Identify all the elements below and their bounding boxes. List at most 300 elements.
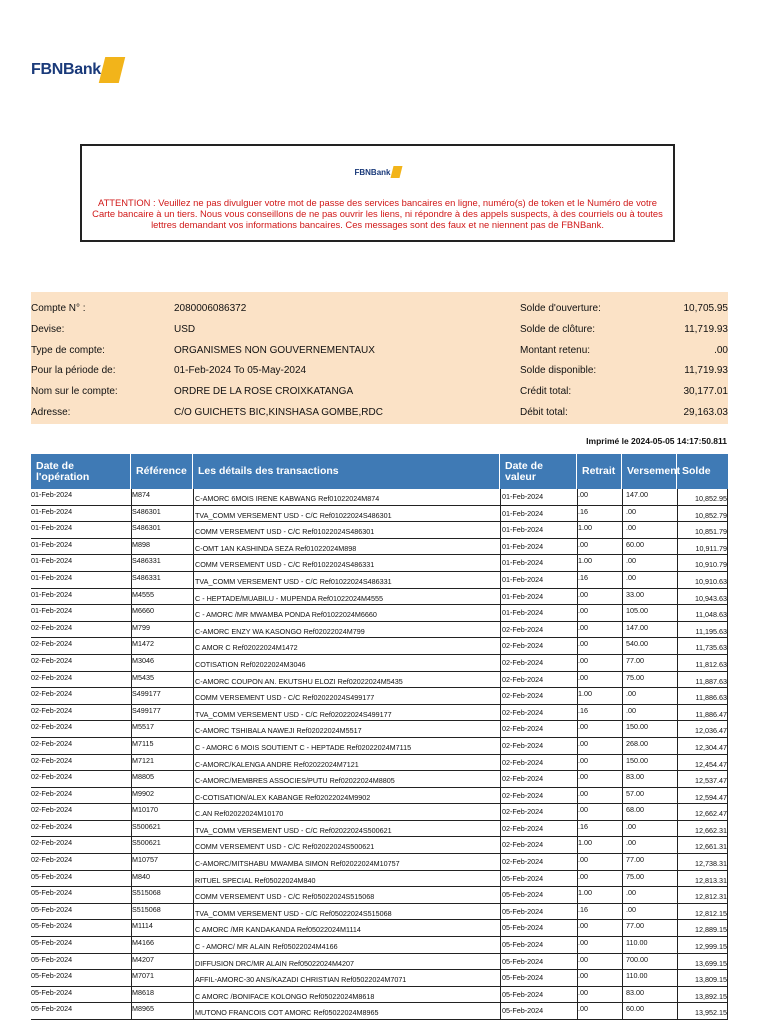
cell-versement: .00 (622, 904, 677, 920)
cell-versement: .00 (622, 705, 677, 721)
cell-retrait: .00 (577, 638, 622, 654)
table-row (31, 987, 728, 1004)
cell-details: COMM VERSEMENT USD - C/C Ref01022024S486331 (193, 555, 500, 571)
cell-retrait: .00 (577, 755, 622, 771)
cell-retrait: 1.00 (577, 522, 622, 538)
cell-date: 01-Feb-2024 (31, 589, 73, 599)
table-row (31, 705, 728, 722)
cell-date: 01-Feb-2024 (31, 523, 73, 533)
table-row (31, 804, 728, 821)
cell-solde: 12,594.47 (677, 788, 728, 804)
cell-retrait: .00 (577, 489, 622, 505)
header-details: Les détails des transactions (193, 454, 500, 489)
cell-details: TVA_COMM VERSEMENT USD - C/C Ref05022024S515068 (193, 904, 500, 920)
cell-retrait: .00 (577, 672, 622, 688)
cell-versement: .00 (622, 688, 677, 704)
transactions-table (31, 489, 728, 1020)
cell-retrait: .00 (577, 605, 622, 621)
cell-versement: 57.00 (622, 788, 677, 804)
cell-value-date: 01-Feb-2024 (500, 589, 577, 605)
cell-reference: M8805 (131, 771, 193, 787)
cell-solde: 11,735.63 (677, 638, 728, 654)
summary-row (31, 340, 728, 360)
cell-value-date: 02-Feb-2024 (500, 638, 577, 654)
cell-reference: S499177 (131, 705, 193, 721)
cell-value-date: 02-Feb-2024 (500, 738, 577, 754)
cell-value-date: 05-Feb-2024 (500, 887, 577, 903)
cell-retrait: .00 (577, 871, 622, 887)
header-date-operation: Date de l'opération (31, 454, 131, 489)
cell-details: C - AMORC /MR MWAMBA PONDA Ref01022024M6660 (193, 605, 500, 621)
table-row (31, 522, 728, 539)
cell-retrait: .16 (577, 904, 622, 920)
table-row (31, 539, 728, 556)
cell-date: 01-Feb-2024 (31, 490, 73, 499)
table-row (31, 871, 728, 888)
cell-retrait: .00 (577, 721, 622, 737)
cell-value-date: 05-Feb-2024 (500, 937, 577, 953)
cell-reference: M840 (131, 871, 193, 887)
summary-label: Adresse: (31, 407, 71, 418)
cell-details: C-AMORC/MEMBRES ASSOCIES/PUTU Ref02022024M8805 (193, 771, 500, 787)
table-row (31, 688, 728, 705)
cell-solde: 10,910.79 (677, 555, 728, 571)
cell-versement: 68.00 (622, 804, 677, 820)
cell-reference: S515068 (131, 904, 193, 920)
summary-label: Devise: (31, 323, 65, 335)
cell-solde: 12,454.47 (677, 755, 728, 771)
cell-reference: M874 (131, 489, 193, 505)
cell-reference: M4555 (131, 589, 193, 605)
cell-value-date: 05-Feb-2024 (500, 904, 577, 920)
notice-message: ATTENTION : Veuillez ne pas divulguer votre mot de passe des services bancaires en ligne, numéro(s) de token et le Numéro de votre Carte bancaire à un tiers. Nous vous conseillons de ne pas ouvrir les liens, ni répondre à des appels suspects, à des courriels ou à toutes lettres demandant vos informations bancaires. Ces messages sont des faux et ne niennent pas de FBNBank. (92, 197, 663, 230)
cell-solde: 12,812.31 (677, 887, 728, 903)
cell-solde: 12,812.15 (677, 904, 728, 920)
table-row (31, 821, 728, 838)
cell-retrait: 1.00 (577, 555, 622, 571)
cell-solde: 11,886.47 (677, 705, 728, 721)
cell-solde: 10,851.79 (677, 522, 728, 538)
cell-date: 02-Feb-2024 (31, 639, 73, 649)
cell-details: TVA_COMM VERSEMENT USD - C/C Ref01022024S486301 (193, 506, 500, 522)
cell-versement: 268.00 (622, 738, 677, 754)
cell-retrait: .00 (577, 854, 622, 870)
cell-value-date: 01-Feb-2024 (500, 489, 577, 505)
cell-value-date: 05-Feb-2024 (500, 987, 577, 1003)
cell-retrait: .00 (577, 954, 622, 970)
header-solde: Solde (682, 465, 711, 477)
cell-details: C-AMORC/MITSHABU MWAMBA SIMON Ref02022024M10757 (193, 854, 500, 870)
cell-value-date: 05-Feb-2024 (500, 920, 577, 936)
cell-date: 02-Feb-2024 (31, 738, 73, 748)
cell-reference: M1114 (131, 920, 193, 936)
cell-value-date: 02-Feb-2024 (500, 804, 577, 820)
cell-reference: M4207 (131, 954, 193, 970)
summary-label: Montant retenu: (520, 344, 591, 356)
summary-value: .00 (714, 344, 728, 356)
account-summary (31, 292, 728, 424)
cell-versement: 77.00 (622, 854, 677, 870)
cell-reference: M3046 (131, 655, 193, 671)
cell-date: 02-Feb-2024 (31, 788, 73, 798)
cell-retrait: .00 (577, 920, 622, 936)
table-row (31, 837, 728, 854)
cell-versement: 75.00 (622, 672, 677, 688)
cell-versement: 540.00 (622, 638, 677, 654)
summary-value: 01-Feb-2024 To 05-May-2024 (174, 365, 307, 377)
cell-versement: 33.00 (622, 589, 677, 605)
cell-details: COMM VERSEMENT USD - C/C Ref01022024S486301 (193, 522, 500, 538)
table-row (31, 954, 728, 971)
cell-versement: 105.00 (622, 605, 677, 621)
cell-date: 02-Feb-2024 (31, 772, 73, 782)
cell-solde: 12,813.31 (677, 871, 728, 887)
cell-value-date: 02-Feb-2024 (500, 821, 577, 837)
cell-date: 05-Feb-2024 (31, 938, 73, 948)
cell-date: 01-Feb-2024 (31, 556, 73, 566)
cell-reference: M1472 (131, 638, 193, 654)
cell-retrait: .00 (577, 804, 622, 820)
cell-reference: S486331 (131, 555, 193, 571)
summary-label: Crédit total: (520, 386, 572, 398)
cell-date: 01-Feb-2024 (31, 606, 73, 616)
cell-reference: S486301 (131, 506, 193, 522)
cell-versement: 150.00 (622, 721, 677, 737)
cell-solde: 13,892.15 (677, 987, 728, 1003)
summary-value: 30,177.01 (683, 386, 728, 398)
cell-versement: 83.00 (622, 987, 677, 1003)
cell-retrait: .00 (577, 655, 622, 671)
cell-versement: .00 (622, 572, 677, 588)
cell-value-date: 02-Feb-2024 (500, 688, 577, 704)
table-row (31, 605, 728, 622)
summary-label: Solde de clôture: (520, 323, 596, 335)
cell-date: 01-Feb-2024 (31, 539, 73, 549)
cell-value-date: 01-Feb-2024 (500, 605, 577, 621)
cell-date: 02-Feb-2024 (31, 705, 73, 715)
cell-details: C - HEPTADE/MUABILU - MUPENDA Ref01022024M4555 (193, 589, 500, 605)
summary-value: 2080006086372 (174, 303, 247, 314)
summary-label: Solde disponible: (520, 365, 597, 377)
table-row (31, 638, 728, 655)
bank-logo (31, 57, 122, 83)
cell-solde: 12,999.15 (677, 937, 728, 953)
cell-date: 02-Feb-2024 (31, 805, 73, 815)
cell-value-date: 02-Feb-2024 (500, 622, 577, 638)
summary-label: Nom sur le compte: (31, 386, 118, 398)
table-row (31, 489, 728, 506)
cell-reference: M6660 (131, 605, 193, 621)
header-versement: Versement (622, 454, 677, 489)
cell-solde: 12,738.31 (677, 854, 728, 870)
cell-solde: 11,886.63 (677, 688, 728, 704)
summary-row (31, 402, 728, 422)
cell-reference: M5435 (131, 672, 193, 688)
header-reference: Référence (131, 454, 193, 489)
cell-details: COMM VERSEMENT USD - C/C Ref05022024S515068 (193, 887, 500, 903)
cell-reference: M7071 (131, 970, 193, 986)
cell-date: 05-Feb-2024 (31, 871, 73, 881)
cell-date: 05-Feb-2024 (31, 971, 73, 981)
summary-row (31, 298, 728, 318)
cell-solde: 13,699.15 (677, 954, 728, 970)
notice-logo-text: FBNBank (354, 167, 391, 177)
cell-reference: M9902 (131, 788, 193, 804)
cell-solde: 12,661.31 (677, 837, 728, 853)
table-row (31, 937, 728, 954)
cell-retrait: 1.00 (577, 688, 622, 704)
cell-date: 02-Feb-2024 (31, 722, 73, 732)
cell-value-date: 02-Feb-2024 (500, 854, 577, 870)
summary-label: Solde d'ouverture: (520, 303, 601, 314)
cell-value-date: 02-Feb-2024 (500, 837, 577, 853)
cell-retrait: .16 (577, 506, 622, 522)
cell-solde: 11,887.63 (677, 672, 728, 688)
cell-details: TVA_COMM VERSEMENT USD - C/C Ref02022024S500621 (193, 821, 500, 837)
table-row (31, 788, 728, 805)
summary-value: C/O GUICHETS BIC,KINSHASA GOMBE,RDC (174, 407, 383, 418)
cell-reference: S500621 (131, 821, 193, 837)
cell-versement: 60.00 (622, 1003, 677, 1019)
cell-solde: 12,036.47 (677, 721, 728, 737)
cell-value-date: 05-Feb-2024 (500, 954, 577, 970)
cell-details: C - AMORC 6 MOIS SOUTIENT C - HEPTADE Ref02022024M7115 (193, 738, 500, 754)
cell-date: 05-Feb-2024 (31, 904, 73, 914)
cell-versement: .00 (622, 887, 677, 903)
cell-value-date: 02-Feb-2024 (500, 721, 577, 737)
cell-details: C AMOR C Ref02022024M1472 (193, 638, 500, 654)
summary-value: 29,163.03 (683, 407, 728, 418)
table-row (31, 721, 728, 738)
cell-details: TVA_COMM VERSEMENT USD - C/C Ref01022024S486331 (193, 572, 500, 588)
cell-date: 05-Feb-2024 (31, 921, 73, 931)
cell-solde: 11,195.63 (677, 622, 728, 638)
table-row (31, 555, 728, 572)
cell-date: 01-Feb-2024 (31, 572, 73, 582)
cell-solde: 10,852.95 (677, 489, 728, 505)
cell-versement: .00 (622, 555, 677, 571)
cell-reference: M10757 (131, 854, 193, 870)
cell-solde: 10,943.63 (677, 589, 728, 605)
cell-versement: 60.00 (622, 539, 677, 555)
cell-retrait: .00 (577, 1003, 622, 1019)
cell-reference: S486301 (131, 522, 193, 538)
cell-value-date: 01-Feb-2024 (500, 572, 577, 588)
cell-reference: M799 (131, 622, 193, 638)
cell-reference: M5517 (131, 721, 193, 737)
cell-details: DIFFUSION DRC/MR ALAIN Ref05022024M4207 (193, 954, 500, 970)
summary-label: Compte N° : (31, 303, 86, 314)
summary-value: 11,719.93 (684, 365, 728, 377)
table-row (31, 904, 728, 921)
table-row (31, 970, 728, 987)
cell-value-date: 02-Feb-2024 (500, 771, 577, 787)
table-row (31, 755, 728, 772)
cell-date: 02-Feb-2024 (31, 689, 73, 699)
cell-versement: 83.00 (622, 771, 677, 787)
cell-value-date: 05-Feb-2024 (500, 1003, 577, 1019)
cell-retrait: 1.00 (577, 837, 622, 853)
table-row (31, 655, 728, 672)
cell-versement: 150.00 (622, 755, 677, 771)
cell-details: C.AN Ref02022024M10170 (193, 804, 500, 820)
cell-value-date: 02-Feb-2024 (500, 672, 577, 688)
cell-date: 02-Feb-2024 (31, 838, 73, 848)
cell-value-date: 05-Feb-2024 (500, 871, 577, 887)
cell-solde: 12,537.47 (677, 771, 728, 787)
cell-date: 05-Feb-2024 (31, 954, 73, 964)
cell-details: COMM VERSEMENT USD - C/C Ref02022024S499177 (193, 688, 500, 704)
cell-value-date: 02-Feb-2024 (500, 755, 577, 771)
cell-details: RITUEL SPECIAL Ref05022024M840 (193, 871, 500, 887)
cell-value-date: 02-Feb-2024 (500, 655, 577, 671)
cell-versement: 700.00 (622, 954, 677, 970)
table-header (31, 454, 728, 489)
cell-date: 05-Feb-2024 (31, 987, 73, 997)
table-row (31, 738, 728, 755)
printed-timestamp: Imprimé le 2024-05-05 14:17:50.811 (586, 436, 727, 446)
summary-value: 11,719.93 (684, 323, 728, 335)
cell-retrait: .00 (577, 788, 622, 804)
cell-date: 02-Feb-2024 (31, 655, 73, 665)
cell-reference: M10170 (131, 804, 193, 820)
cell-versement: 110.00 (622, 937, 677, 953)
header-date-valeur: Date de valeur (500, 454, 577, 489)
cell-solde: 10,852.79 (677, 506, 728, 522)
cell-date: 05-Feb-2024 (31, 1004, 73, 1014)
cell-details: COTISATION Ref02022024M3046 (193, 655, 500, 671)
cell-reference: S486331 (131, 572, 193, 588)
summary-value: ORDRE DE LA ROSE CROIXKATANGA (174, 386, 354, 398)
cell-date: 02-Feb-2024 (31, 821, 73, 831)
table-row (31, 854, 728, 871)
table-row (31, 887, 728, 904)
cell-retrait: .00 (577, 970, 622, 986)
cell-date: 01-Feb-2024 (31, 506, 73, 516)
cell-date: 02-Feb-2024 (31, 622, 73, 632)
cell-retrait: .00 (577, 771, 622, 787)
table-row (31, 572, 728, 589)
cell-versement: 77.00 (622, 655, 677, 671)
notice-logo (82, 165, 673, 179)
cell-reference: M7121 (131, 755, 193, 771)
summary-label: Pour la période de: (31, 365, 116, 377)
cell-details: C-AMORC TSHIBALA NAWEJI Ref02022024M5517 (193, 721, 500, 737)
cell-versement: .00 (622, 522, 677, 538)
cell-versement: 147.00 (622, 622, 677, 638)
header-retrait: Retrait (577, 454, 622, 489)
cell-date: 02-Feb-2024 (31, 755, 73, 765)
cell-reference: S515068 (131, 887, 193, 903)
logo-mark-icon (99, 57, 125, 83)
cell-details: COMM VERSEMENT USD - C/C Ref02022024S500621 (193, 837, 500, 853)
cell-value-date: 01-Feb-2024 (500, 539, 577, 555)
cell-details: C-AMORC ENZY WA KASONGO Ref02022024M799 (193, 622, 500, 638)
cell-versement: .00 (622, 821, 677, 837)
cell-retrait: .00 (577, 539, 622, 555)
cell-value-date: 01-Feb-2024 (500, 522, 577, 538)
cell-details: TVA_COMM VERSEMENT USD - C/C Ref02022024S499177 (193, 705, 500, 721)
cell-solde: 12,662.31 (677, 821, 728, 837)
cell-details: C AMORC /MR KANDAKANDA Ref05022024M1114 (193, 920, 500, 936)
notice-logo-mark-icon (390, 166, 402, 178)
cell-solde: 10,910.63 (677, 572, 728, 588)
summary-row (31, 319, 728, 339)
cell-reference: M898 (131, 539, 193, 555)
cell-retrait: .00 (577, 937, 622, 953)
cell-solde: 13,809.15 (677, 970, 728, 986)
cell-versement: 75.00 (622, 871, 677, 887)
cell-retrait: 1.00 (577, 887, 622, 903)
cell-date: 05-Feb-2024 (31, 888, 73, 898)
cell-reference: M8965 (131, 1003, 193, 1019)
cell-solde: 11,812.63 (677, 655, 728, 671)
cell-details: C-AMORC 6MOIS IRENE KABWANG Ref01022024M874 (193, 489, 500, 505)
cell-retrait: .00 (577, 622, 622, 638)
table-row (31, 1003, 728, 1020)
cell-solde: 11,048.63 (677, 605, 728, 621)
cell-retrait: .16 (577, 705, 622, 721)
cell-value-date: 02-Feb-2024 (500, 788, 577, 804)
cell-solde: 12,662.47 (677, 804, 728, 820)
cell-value-date: 02-Feb-2024 (500, 705, 577, 721)
cell-value-date: 01-Feb-2024 (500, 506, 577, 522)
cell-date: 02-Feb-2024 (31, 855, 73, 865)
table-row (31, 506, 728, 523)
cell-solde: 12,889.15 (677, 920, 728, 936)
cell-retrait: .16 (577, 821, 622, 837)
cell-versement: .00 (622, 837, 677, 853)
cell-versement: 77.00 (622, 920, 677, 936)
cell-details: C AMORC /BONIFACE KOLONGO Ref05022024M8618 (193, 987, 500, 1003)
cell-solde: 10,911.79 (677, 539, 728, 555)
cell-reference: M4166 (131, 937, 193, 953)
summary-value: 10,705.95 (683, 303, 728, 314)
summary-label: Débit total: (520, 407, 568, 418)
security-notice (80, 144, 675, 242)
cell-details: AFFIL-AMORC-30 ANS/KAZADI CHRISTIAN Ref05022024M7071 (193, 970, 500, 986)
cell-retrait: .00 (577, 987, 622, 1003)
cell-details: C-COTISATION/ALEX KABANGE Ref02022024M9902 (193, 788, 500, 804)
cell-versement: .00 (622, 506, 677, 522)
summary-label: Type de compte: (31, 344, 105, 356)
cell-details: C-OMT 1AN KASHINDA SEZA Ref01022024M898 (193, 539, 500, 555)
cell-versement: 147.00 (622, 489, 677, 505)
cell-value-date: 01-Feb-2024 (500, 555, 577, 571)
table-row (31, 771, 728, 788)
cell-details: C-AMORC COUPON AN. EKUTSHU ELOZI Ref02022024M5435 (193, 672, 500, 688)
cell-reference: M7115 (131, 738, 193, 754)
table-row (31, 920, 728, 937)
cell-retrait: .00 (577, 738, 622, 754)
cell-reference: S499177 (131, 688, 193, 704)
cell-reference: S500621 (131, 837, 193, 853)
logo-text: FBNBank (31, 61, 101, 78)
table-row (31, 622, 728, 639)
summary-value: USD (174, 323, 196, 335)
table-row (31, 589, 728, 606)
cell-retrait: .00 (577, 589, 622, 605)
summary-row (31, 381, 728, 401)
table-row (31, 672, 728, 689)
cell-date: 02-Feb-2024 (31, 672, 73, 682)
cell-value-date: 05-Feb-2024 (500, 970, 577, 986)
summary-row (31, 360, 728, 380)
cell-solde: 13,952.15 (677, 1003, 728, 1019)
cell-details: C - AMORC/ MR ALAIN Ref05022024M4166 (193, 937, 500, 953)
summary-value: ORGANISMES NON GOUVERNEMENTAUX (174, 344, 375, 356)
cell-reference: M8618 (131, 987, 193, 1003)
